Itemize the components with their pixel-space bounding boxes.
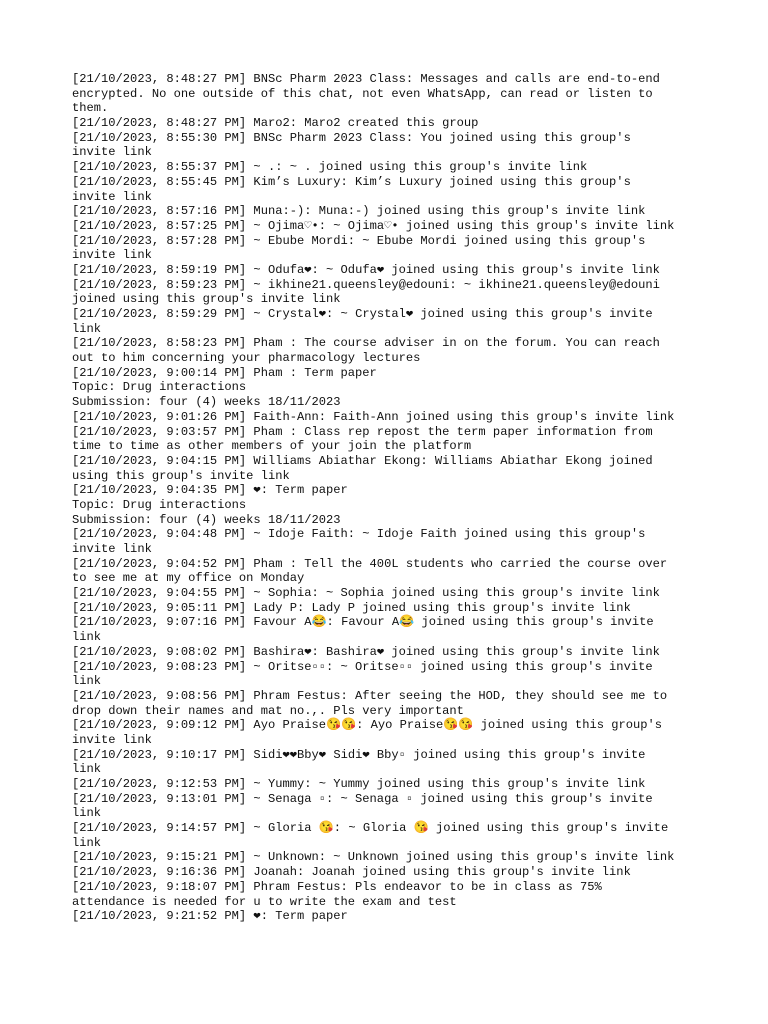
transcript-line: [21/10/2023, 8:59:29 PM] ~ Crystal❤: ~ Crystal❤ joined using this group's invite [72, 307, 653, 321]
transcript-line: [21/10/2023, 9:21:52 PM] ❤: Term paper [72, 909, 348, 924]
transcript-line: link [72, 630, 102, 645]
transcript-line: Submission: four (4) weeks 18/11/2023 [72, 395, 341, 410]
transcript-line: Topic: Drug interactions [72, 380, 247, 395]
transcript-line: [21/10/2023, 9:04:55 PM] ~ Sophia: ~ Sophia joined using this group's invite link [72, 586, 660, 601]
transcript-line: drop down their names and mat no.,. Pls very important [72, 703, 464, 718]
transcript-line: Submission: four (4) weeks 18/11/2023 [72, 512, 341, 527]
transcript-line: attendance is needed for u to write the exam and test [72, 894, 457, 909]
transcript-line: [21/10/2023, 8:55:30 PM] BNSc Pharm 2023 Class: You joined using this group's [72, 130, 631, 145]
transcript-line: using this group's invite link [72, 468, 290, 483]
transcript-line: them. [72, 101, 109, 116]
transcript-line: [21/10/2023, 9:04:15 PM] Williams Abiathar Ekong: Williams Abiathar Ekong joined [72, 453, 653, 468]
transcript-line: [21/10/2023, 8:59:23 PM] ~ ikhine21.queensley@edouni: ~ ikhine21.queensley@edouni [72, 277, 660, 292]
transcript-line: [21/10/2023, 8:58:23 PM] Pham : The course adviser in on the forum. You can reach [72, 336, 660, 351]
transcript-line: [21/10/2023, 9:08:02 PM] Bashira❤: Bashira❤ joined using this group's invite link [72, 644, 660, 659]
transcript-line: [21/10/2023, 8:57:25 PM] ~ Ojima♡•: ~ Ojima♡• joined using this group's invite link [72, 218, 675, 233]
transcript-line: link [72, 674, 102, 689]
transcript-line: link [72, 806, 102, 821]
transcript-line: link [72, 762, 102, 777]
transcript-line: invite link [72, 732, 152, 747]
transcript-line: [21/10/2023, 9:08:23 PM] ~ Oritse▫▫: ~ Oritse▫▫ joined using this group's invite [72, 659, 653, 674]
transcript-line: [21/10/2023, 9:00:14 PM] Pham : Term paper [72, 365, 377, 380]
transcript-line: [21/10/2023, 9:04:35 PM] ❤: Term paper [72, 483, 348, 498]
transcript-line: [21/10/2023, 9:07:16 PM] Favour A😂: Favour A😂 joined using this group's invite [72, 615, 654, 630]
transcript-line: [21/10/2023, 9:08:56 PM] Phram Festus: After seeing the HOD, they should see me to [72, 688, 668, 703]
transcript-line: [21/10/2023, 8:55:37 PM] ~ .: ~ . joined using this group's invite link [72, 160, 588, 175]
transcript-line: encrypted. No one outside of this chat, not even WhatsApp, can read or listen to [72, 86, 653, 101]
transcript-line: out to him concerning your pharmacology lectures [72, 351, 421, 366]
transcript-line: [21/10/2023, 8:48:27 PM] Maro2: Maro2 created this group [72, 116, 479, 131]
transcript-line: [21/10/2023, 9:13:01 PM] ~ Senaga ▫: ~ Senaga ▫ joined using this group's invite [72, 791, 653, 806]
transcript-line: [21/10/2023, 9:04:52 PM] Pham : Tell the 400L students who carried the course over [72, 556, 668, 571]
transcript-line: [21/10/2023, 9:05:11 PM] Lady P: Lady P joined using this group's invite link [72, 600, 631, 615]
transcript-line: [21/10/2023, 9:01:26 PM] Faith-Ann: Faith-Ann joined using this group's invite link [72, 409, 675, 424]
transcript-line: [21/10/2023, 9:04:48 PM] ~ Idoje Faith: ~ Idoje Faith joined using this group's [72, 527, 646, 542]
transcript-line: joined using this group's invite link [72, 292, 341, 307]
transcript-line: invite link [72, 542, 152, 556]
transcript-line: time to time as other members of your join the platform [72, 439, 472, 454]
transcript-line: to see me at my office on Monday [72, 571, 305, 586]
transcript-line: [21/10/2023, 9:14:57 PM] ~ Gloria 😘: ~ Gloria 😘 joined using this group's invite [72, 821, 669, 836]
chat-transcript-page [72, 72, 697, 924]
transcript-line: invite link [72, 189, 152, 204]
transcript-line: [21/10/2023, 9:10:17 PM] Sidi❤❤Bby❤ Sidi❤ Bby▫ joined using this group's invite [72, 747, 646, 762]
transcript-line: [21/10/2023, 8:59:19 PM] ~ Odufa❤: ~ Odufa❤ joined using this group's invite link [72, 262, 660, 277]
transcript-line: [21/10/2023, 9:16:36 PM] Joanah: Joanah joined using this group's invite link [72, 865, 631, 880]
transcript-line: invite link [72, 145, 152, 160]
transcript-line: link [72, 321, 102, 336]
transcript-line: [21/10/2023, 8:57:28 PM] ~ Ebube Mordi: ~ Ebube Mordi joined using this group's [72, 233, 646, 248]
transcript-line: link [72, 835, 102, 850]
transcript-line: [21/10/2023, 8:48:27 PM] BNSc Pharm 2023 Class: Messages and calls are end-to-end [72, 72, 660, 86]
transcript-line: [21/10/2023, 8:55:45 PM] Kim’s Luxury: Kim’s Luxury joined using this group's [72, 174, 631, 189]
transcript-line: [21/10/2023, 9:09:12 PM] Ayo Praise😘😘: Ayo Praise😘😘 joined using this group's [72, 718, 663, 733]
transcript-line: [21/10/2023, 9:12:53 PM] ~ Yummy: ~ Yummy joined using this group's invite link [72, 777, 646, 791]
transcript-line: [21/10/2023, 9:15:21 PM] ~ Unknown: ~ Unknown joined using this group's invite link [72, 850, 675, 865]
transcript-line: [21/10/2023, 8:57:16 PM] Muna:-): Muna:-) joined using this group's invite link [72, 204, 646, 219]
transcript-line: Topic: Drug interactions [72, 497, 247, 512]
transcript-line: [21/10/2023, 9:03:57 PM] Pham : Class rep repost the term paper information from [72, 424, 653, 439]
transcript-line: invite link [72, 248, 152, 263]
transcript-line: [21/10/2023, 9:18:07 PM] Phram Festus: Pls endeavor to be in class as 75% [72, 879, 602, 894]
